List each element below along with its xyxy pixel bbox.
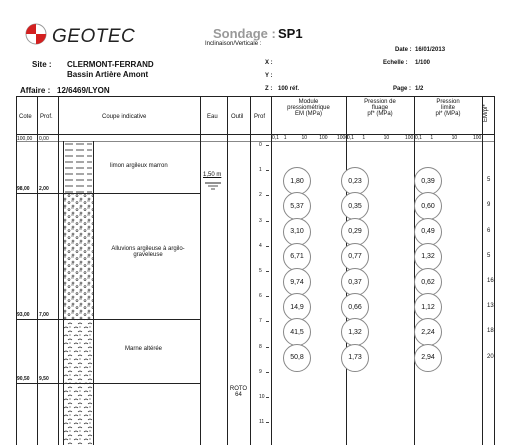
layer1-prof: 2,00 xyxy=(39,186,49,192)
depth-label: 3 xyxy=(259,217,262,224)
test-pl-value: 1,32 xyxy=(414,243,442,271)
test-pf-value: 0,66 xyxy=(341,293,369,321)
scale-module-tick-label: 0,1 xyxy=(272,135,279,141)
sondage-id: SP1 xyxy=(278,26,303,41)
depth-label: 0 xyxy=(259,142,262,148)
affaire-label: Affaire : xyxy=(20,86,51,95)
x-label: X : xyxy=(265,60,273,66)
col-eau: Eau xyxy=(207,114,218,120)
scale-module-tick-label: 1 xyxy=(283,135,287,141)
test-ratio-value: 5 xyxy=(487,252,491,259)
z-value: 100 réf. xyxy=(278,86,300,92)
layer2-desc: Alluvions argileuse à argilo- graveleuse xyxy=(111,246,185,258)
test-ratio-value: 5 xyxy=(487,177,491,184)
depth-label: 8 xyxy=(259,343,262,350)
test-pl-value: 2,24 xyxy=(414,318,442,346)
water-level-icon xyxy=(203,181,223,191)
page-value: 1/2 xyxy=(415,86,424,92)
test-pf-value: 0,35 xyxy=(341,192,369,220)
test-pf-value: 0,29 xyxy=(341,218,369,246)
water-level-label: 1,50 m xyxy=(203,172,222,178)
test-em-value: 3,10 xyxy=(283,218,311,246)
echelle-label: Echelle : xyxy=(383,60,408,66)
col-fluage: Pression de fluage pf* (MPa) xyxy=(364,99,396,117)
scale-fluage-tick-label: 0,1 xyxy=(347,135,354,141)
depth-label: 9 xyxy=(259,368,262,375)
depth-label: 7 xyxy=(259,318,262,325)
inclinaison-label: Inclinaison/Verticale : xyxy=(205,41,262,47)
col-outil: Outil xyxy=(231,114,244,120)
geotec-logo-icon xyxy=(24,22,48,46)
test-pl-value: 0,49 xyxy=(414,218,442,246)
test-em-value: 41,5 xyxy=(283,318,311,346)
test-pf-value: 0,77 xyxy=(341,243,369,271)
col-coupe: Coupe indicative xyxy=(102,114,147,120)
depth-label: 2 xyxy=(259,192,262,199)
test-pl-value: 0,39 xyxy=(414,167,442,195)
y-label: Y : xyxy=(265,73,273,79)
test-pl-value: 2,94 xyxy=(414,344,442,372)
scale-fluage-tick-label: 1 xyxy=(362,135,366,141)
test-pf-value: 0,37 xyxy=(341,268,369,296)
test-pl-value: 1,12 xyxy=(414,293,442,321)
scale-module-tick-label: 1000 xyxy=(337,135,349,141)
depth-label: 6 xyxy=(259,293,262,300)
sondage-label: Sondage : xyxy=(213,26,276,41)
depth-label: 1 xyxy=(259,167,262,174)
scale-limite-tick-label: 1 xyxy=(430,135,434,141)
test-pl-value: 0,60 xyxy=(414,192,442,220)
company-name: GEOTEC xyxy=(52,26,136,47)
affaire-value: 12/6469/LYON xyxy=(57,86,110,95)
test-ratio-value: 13 xyxy=(487,303,494,310)
depth-tick xyxy=(266,145,269,146)
scale-fluage-tick-label: 100 xyxy=(405,135,414,141)
layer2-prof: 7,00 xyxy=(39,312,49,318)
echelle-value: 1/100 xyxy=(415,60,431,66)
scale-limite-tick-label: 0,1 xyxy=(415,135,422,141)
test-em-value: 1,80 xyxy=(283,167,311,195)
depth-tick xyxy=(266,271,269,272)
layer2-cote: 93,00 xyxy=(17,312,30,318)
scale-module-tick-label: 100 xyxy=(319,135,328,141)
col-em-pl: EM/pl* xyxy=(483,104,489,122)
depth-label: 5 xyxy=(259,268,262,274)
depth-tick xyxy=(266,221,269,222)
col-cote: Cote xyxy=(19,114,32,120)
depth-tick xyxy=(266,195,269,196)
site-line1: CLERMONT-FERRAND xyxy=(67,60,154,69)
depth-tick xyxy=(266,296,269,297)
test-pf-value: 1,32 xyxy=(341,318,369,346)
depth-tick xyxy=(266,170,269,171)
depth-tick xyxy=(266,397,269,398)
scale-limite-tick-label: 10 xyxy=(451,135,458,141)
depth-tick xyxy=(266,422,269,423)
depth-label: 10 xyxy=(259,394,265,400)
col-limite: Pression limite pl* (MPa) xyxy=(435,99,461,117)
layer1-cote: 98,00 xyxy=(17,186,30,192)
layer3-desc: Marne altérée xyxy=(125,346,163,352)
test-em-value: 50,8 xyxy=(283,344,311,372)
date-value: 16/01/2013 xyxy=(415,47,446,53)
layer3-cote: 90,50 xyxy=(17,376,30,382)
test-pf-value: 1,73 xyxy=(341,344,369,372)
test-ratio-value: 20 xyxy=(487,353,494,360)
depth-label: 11 xyxy=(259,419,265,426)
site-line2: Bassin Artière Amont xyxy=(67,70,149,79)
test-ratio-value: 16 xyxy=(487,278,494,285)
depth-tick xyxy=(266,246,269,247)
site-label: Site : xyxy=(32,60,52,69)
depth-label: 4 xyxy=(259,242,262,249)
test-pf-value: 0,23 xyxy=(341,167,369,195)
top-prof: 0,00 xyxy=(39,136,49,142)
outil-label: ROTO 64 xyxy=(229,386,248,398)
test-pl-value: 0,62 xyxy=(414,268,442,296)
z-label: Z : xyxy=(265,86,273,92)
col-prof: Prof. xyxy=(40,114,53,120)
lithology-column xyxy=(63,141,93,445)
test-ratio-value: 18 xyxy=(487,328,494,335)
depth-tick xyxy=(266,372,269,373)
test-ratio-value: 9 xyxy=(487,202,491,209)
depth-tick xyxy=(266,321,269,322)
col-module: Module pressiométrique EM (MPa) xyxy=(287,99,330,117)
col-prof2: Prof xyxy=(254,114,266,120)
test-ratio-value: 6 xyxy=(487,227,491,234)
scale-limite-tick-label: 100 xyxy=(473,135,482,141)
test-em-value: 6,71 xyxy=(283,243,311,271)
layer3-prof: 9,50 xyxy=(39,376,49,382)
depth-tick xyxy=(266,347,269,348)
test-em-value: 5,37 xyxy=(283,192,311,220)
layer1-desc: limon argileux marron xyxy=(110,163,168,169)
scale-module-tick-label: 10 xyxy=(301,135,308,141)
scale-fluage-tick-label: 10 xyxy=(383,135,390,141)
date-label: Date : xyxy=(395,47,412,53)
top-cote: 100,00 xyxy=(17,136,33,142)
test-em-value: 9,74 xyxy=(283,268,311,296)
test-em-value: 14,9 xyxy=(283,293,311,321)
page-label: Page : xyxy=(393,86,412,92)
